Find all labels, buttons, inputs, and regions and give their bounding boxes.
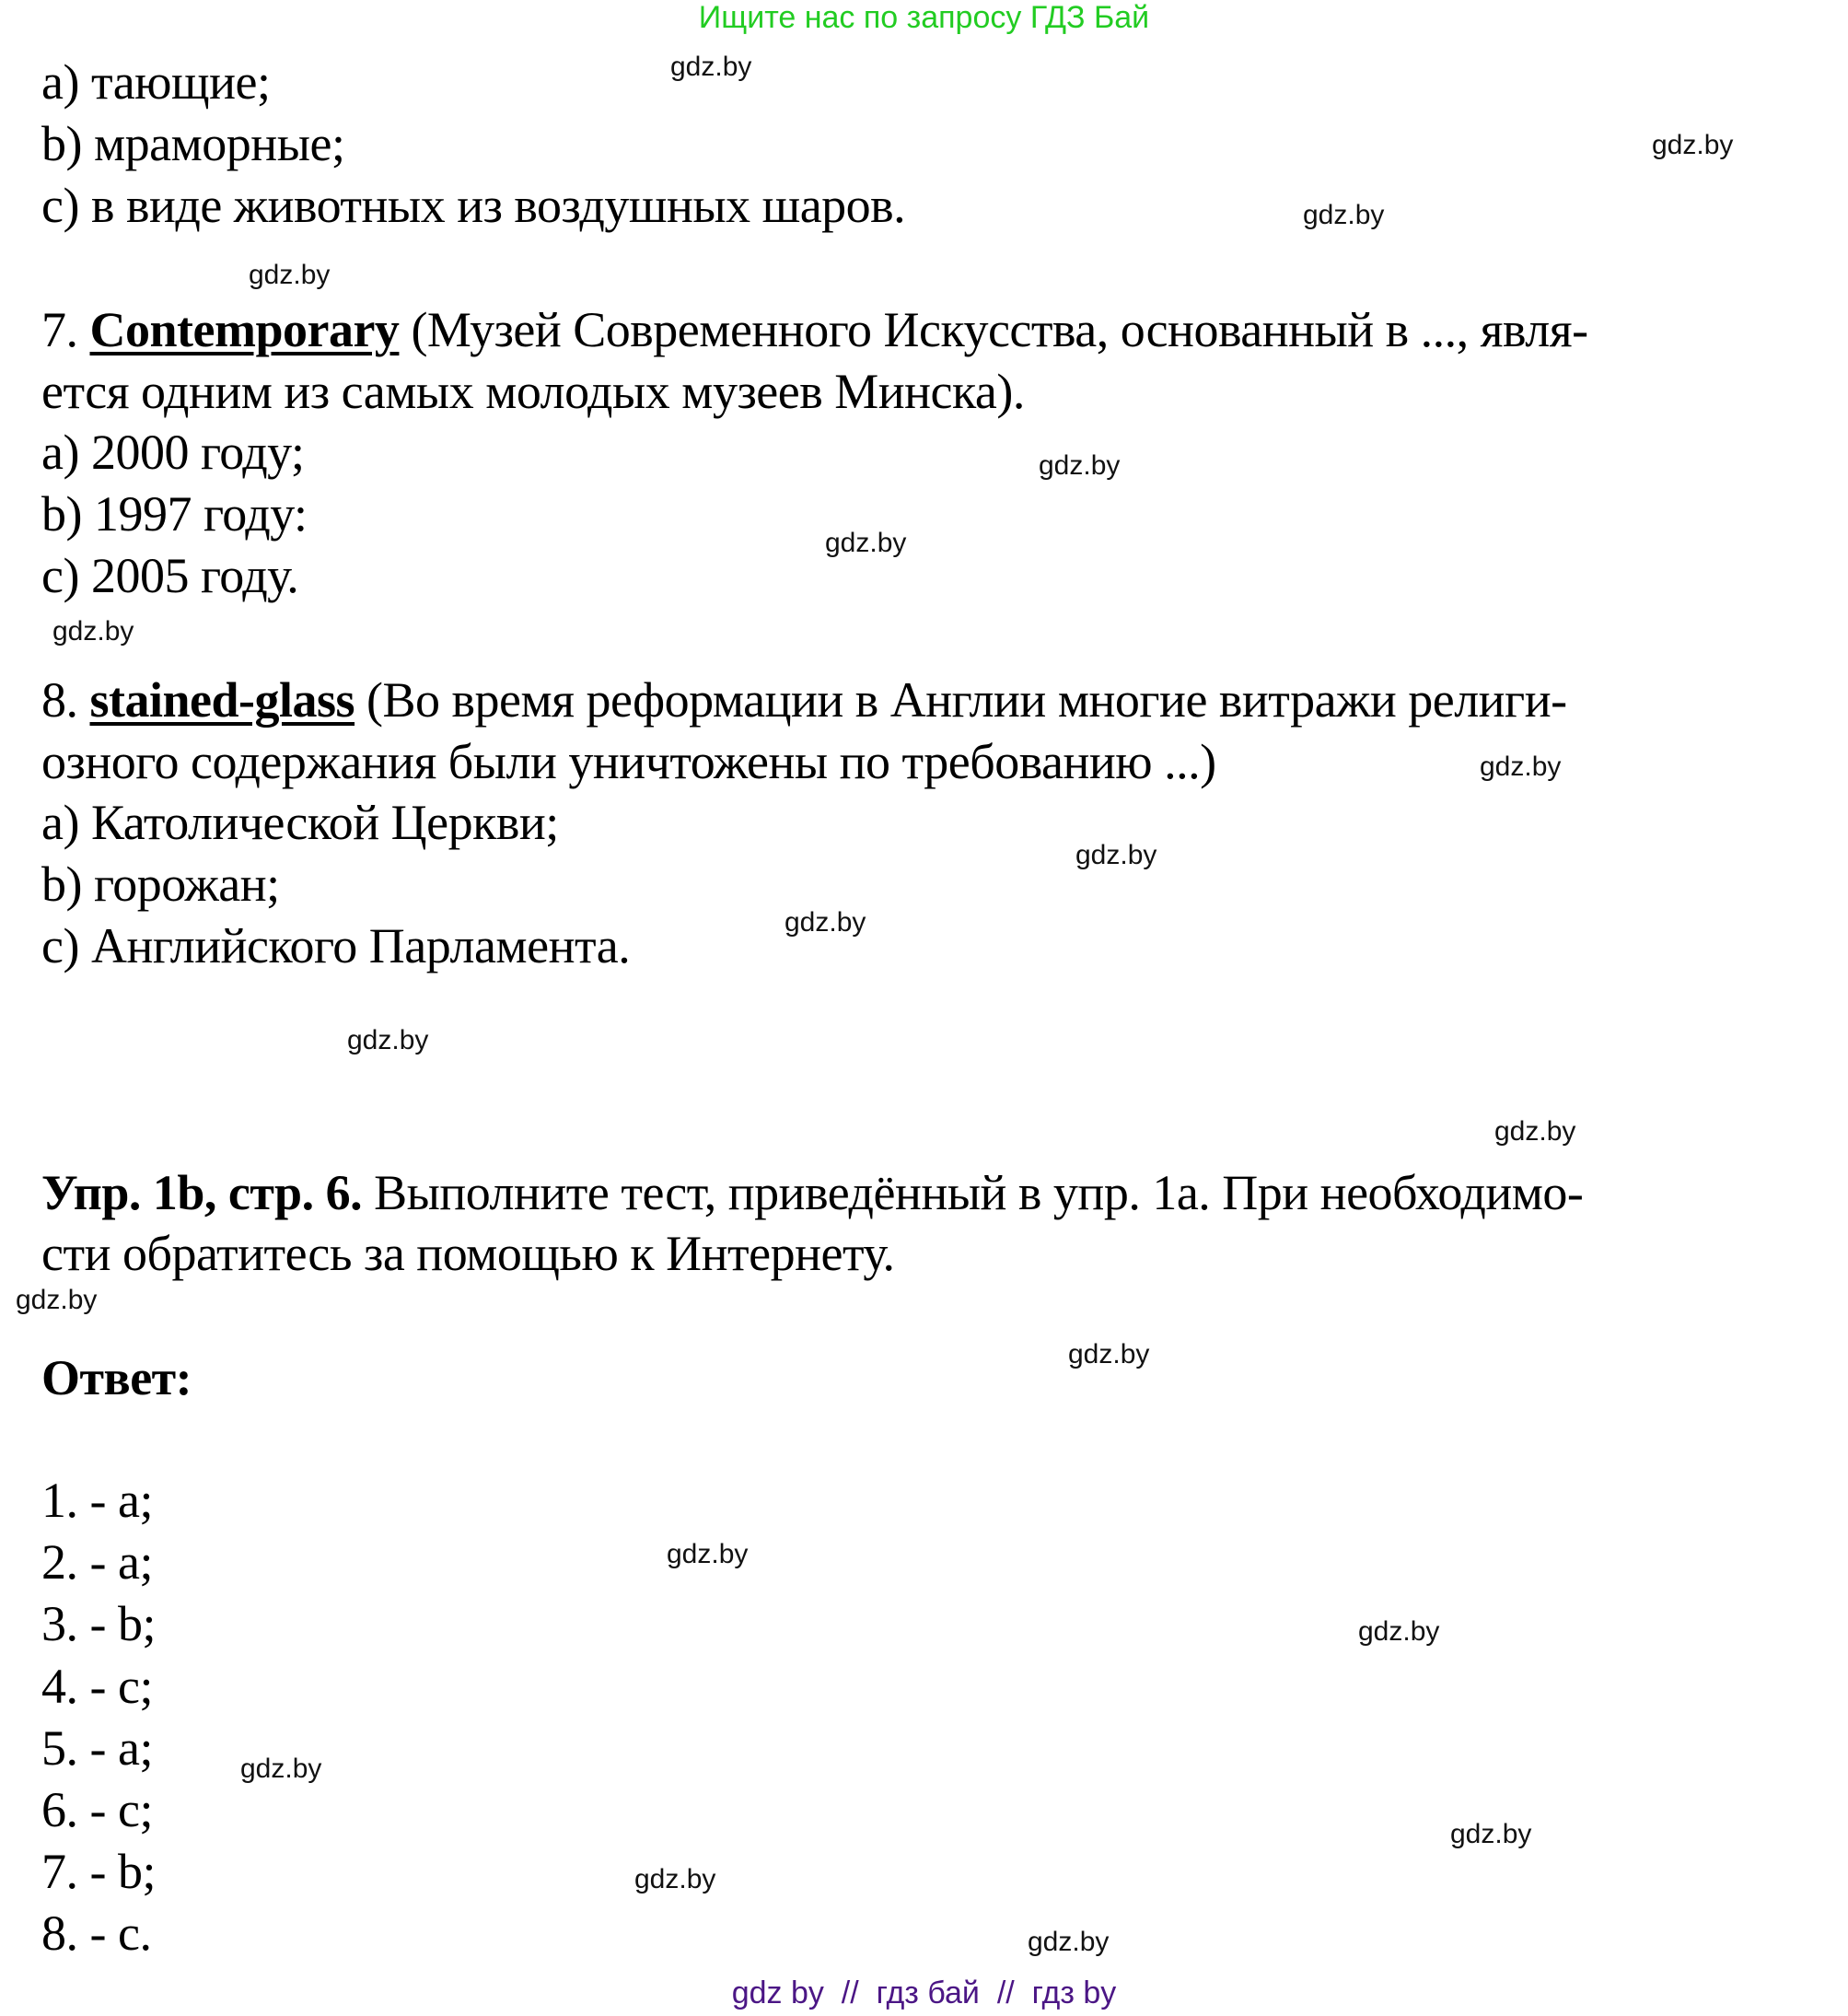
answer-item: 5. - a;: [41, 1720, 153, 1776]
q7-line1: [41, 302, 1588, 357]
watermark: gdz.by: [1039, 450, 1121, 481]
watermark: gdz.by: [1494, 1116, 1576, 1147]
watermark: gdz.by: [667, 1539, 749, 1569]
watermark: gdz.by: [1480, 752, 1562, 782]
answer-item: 1. - a;: [41, 1473, 153, 1528]
watermark: gdz.by: [1358, 1616, 1440, 1647]
q7-option-a: a) 2000 году;: [41, 425, 305, 480]
answer-item: 8. - c.: [41, 1905, 152, 1961]
q8-option-a: a) Католической Церкви;: [41, 795, 559, 850]
q8-line2: озного содержания были уничтожены по требованию ...): [41, 734, 1216, 789]
watermark: gdz.by: [634, 1864, 716, 1894]
exercise-label: Упр. 1b, стр. 6.: [41, 1165, 363, 1220]
q7-keyword: Contemporary: [89, 302, 400, 357]
q8-number: 8.: [41, 672, 78, 728]
watermark: gdz.by: [249, 260, 331, 290]
q6-option-c: c) в виде животных из воздушных шаров.: [41, 178, 906, 233]
watermark: gdz.by: [825, 528, 907, 558]
answer-title: Ответ:: [41, 1350, 192, 1405]
answer-item: 7. - b;: [41, 1844, 156, 1899]
watermark: gdz.by: [240, 1754, 322, 1784]
q8-keyword: stained-glass: [89, 672, 355, 728]
answer-item: 2. - a;: [41, 1534, 153, 1590]
search-hint-banner: Ищите нас по запросу ГДЗ Бай: [698, 0, 1150, 35]
watermark: gdz.by: [1303, 200, 1385, 230]
q8-line1: [41, 672, 1567, 728]
watermark: gdz.by: [785, 907, 866, 938]
watermark: gdz.by: [1068, 1339, 1150, 1369]
exercise-line2: сти обратитесь за помощью к Интернету.: [41, 1226, 895, 1281]
q6-option-b: b) мраморные;: [41, 116, 345, 171]
watermark: gdz.by: [670, 52, 752, 82]
watermark: gdz.by: [52, 616, 134, 647]
q8-text-1: (Во время реформации в Англии многие витражи религи-: [354, 672, 1567, 728]
exercise-text-1: Выполните тест, приведённый в упр. 1a. При необходимо-: [362, 1165, 1584, 1220]
q7-option-b: b) 1997 году:: [41, 486, 308, 542]
q8-option-b: b) горожан;: [41, 857, 280, 912]
q6-option-a: a) тающие;: [41, 54, 271, 110]
footer-links: gdz by // гдз бай // гдз by: [731, 1975, 1117, 2010]
q7-text-1: (Музей Современного Искусства, основанный в ..., явля-: [399, 302, 1588, 357]
answer-item: 3. - b;: [41, 1596, 156, 1651]
watermark: gdz.by: [1028, 1927, 1110, 1957]
q8-option-c: c) Английского Парламента.: [41, 918, 631, 973]
watermark: gdz.by: [1075, 840, 1157, 870]
exercise-line1: [41, 1165, 1584, 1220]
answer-item: 6. - c;: [41, 1782, 153, 1837]
watermark: gdz.by: [16, 1285, 98, 1315]
watermark: gdz.by: [347, 1025, 429, 1055]
watermark: gdz.by: [1450, 1819, 1532, 1849]
q7-number: 7.: [41, 302, 78, 357]
watermark: gdz.by: [1652, 130, 1734, 160]
q7-line2: ется одним из самых молодых музеев Минска).: [41, 364, 1025, 419]
q7-option-c: c) 2005 году.: [41, 548, 299, 603]
answer-item: 4. - c;: [41, 1659, 153, 1714]
